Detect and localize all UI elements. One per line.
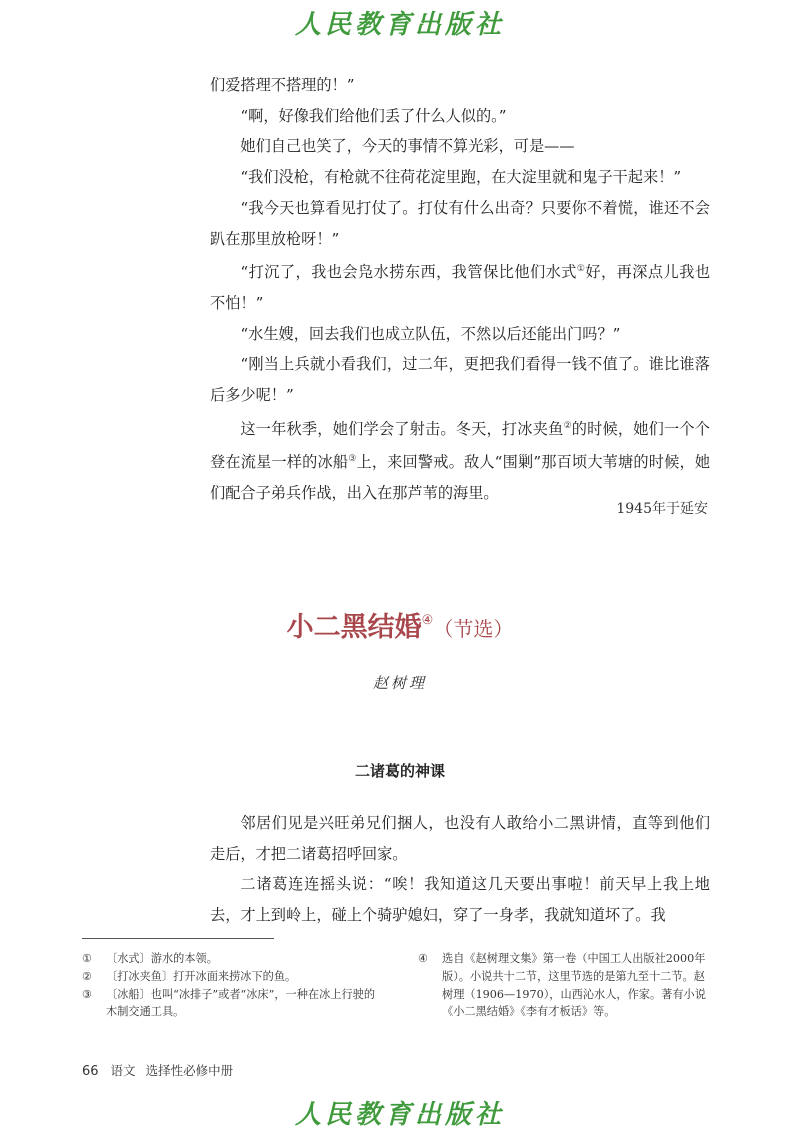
page-number: 66	[82, 1064, 99, 1079]
paragraph: “我们没枪，有枪就不往荷花淀里跑，在大淀里就和鬼子干起来！”	[240, 168, 682, 187]
footnote-mark: ①	[82, 952, 93, 965]
footnote-text: 选自《赵树理文集》第一卷（中国工人出版社2000年版）。小说共十二节，这里节选的是第九至十二节。赵树理（1906—1970），山西沁水人，作家。著有小说《小二黑结婚》《李有才板话》等。	[442, 952, 706, 1019]
paragraph: 邻居们见是兴旺弟兄们捆人，也没有人敢给小二黑讲情，直等到他们走后，才把二诸葛招呼回家。	[210, 814, 710, 863]
paragraph: 们爱搭理不搭理的！”	[210, 76, 355, 94]
book-title: 选择性必修中册	[145, 1063, 234, 1078]
footnote-ref-1[interactable]: ①	[576, 264, 586, 275]
publisher-logo-bottom: 人民教育出版社	[294, 1100, 505, 1130]
footnote-item	[82, 950, 382, 968]
paragraph-text: 好，再深点儿我也不怕！”	[210, 263, 711, 312]
paragraph-text: 的时候，她们一个个登在流星一样的冰船	[210, 419, 710, 472]
date-signature: 1945年于延安	[616, 501, 708, 517]
footnote-ref-3[interactable]: ③	[348, 454, 357, 465]
title-subtitle: （节选）	[433, 617, 514, 641]
footnote-ref-4[interactable]: ④	[421, 613, 434, 628]
footnote-item	[82, 968, 382, 986]
footnote-item	[82, 986, 382, 1022]
footnote-item	[418, 950, 716, 1021]
paragraph: “水生嫂，回去我们也成立队伍，不然以后还能出门吗？”	[240, 324, 621, 343]
footnote-mark: ④	[418, 952, 429, 965]
story-title	[0, 605, 800, 644]
footnote-mark: ③	[82, 987, 93, 1001]
footnote-text: 〔水式〕游水的本领。	[106, 952, 218, 965]
author-name: 赵树理	[372, 674, 427, 692]
footnote-text: 〔打冰夹鱼〕打开冰面来捞冰下的鱼。	[106, 969, 297, 983]
section-heading: 二诸葛的神课	[354, 762, 445, 780]
page-footer	[82, 1061, 233, 1079]
paragraph-text: “打沉了，我也会凫水捞东西，我管保比他们水式	[240, 263, 577, 282]
publisher-logo-top: 人民教育出版社	[294, 10, 505, 40]
footnote-text: 〔冰船〕也叫“冰排子”或者“冰床”，一种在冰上行驶的木制交通工具。	[106, 987, 376, 1019]
paragraph-text: 这一年秋季，她们学会了射击。冬天，打冰夹鱼	[240, 419, 564, 438]
paragraph: 她们自己也笑了，今天的事情不算光彩，可是——	[240, 137, 575, 156]
footnote-mark: ②	[82, 969, 93, 983]
footnotes-right	[418, 950, 716, 1021]
paragraph	[210, 254, 710, 318]
subject-label: 语文	[110, 1063, 136, 1078]
paragraph: “刚当上兵就小看我们，过二年，更把我们看得一钱不值了。谁比谁落后多少呢！”	[210, 355, 710, 405]
paragraph: 二诸葛连连摇头说：“唉！我知道这几天要出事啦！前天早上我上地去，才上到岭上，碰上个骑驴媳妇，穿了一身孝，我就知道坏了。我	[210, 875, 710, 925]
paragraph-text: 上，来回警戒。敌人“围剿”那百顷大苇塘的时候，她们配合子弟兵作战，出入在那芦苇的海里。	[210, 453, 711, 503]
footnote-divider	[82, 938, 274, 939]
paragraph: “我今天也算看见打仗了。打仗有什么出奇？只要你不着慌，谁还不会趴在那里放枪呀！”	[210, 198, 710, 248]
footnote-ref-2[interactable]: ②	[563, 420, 572, 431]
footnotes-left	[82, 950, 382, 1021]
paragraph: “啊，好像我们给他们丢了什么人似的。”	[240, 106, 507, 125]
body-text	[210, 70, 710, 509]
body-text-2	[210, 808, 710, 931]
paragraph	[210, 411, 710, 509]
title-main: 小二黑结婚	[286, 612, 422, 643]
